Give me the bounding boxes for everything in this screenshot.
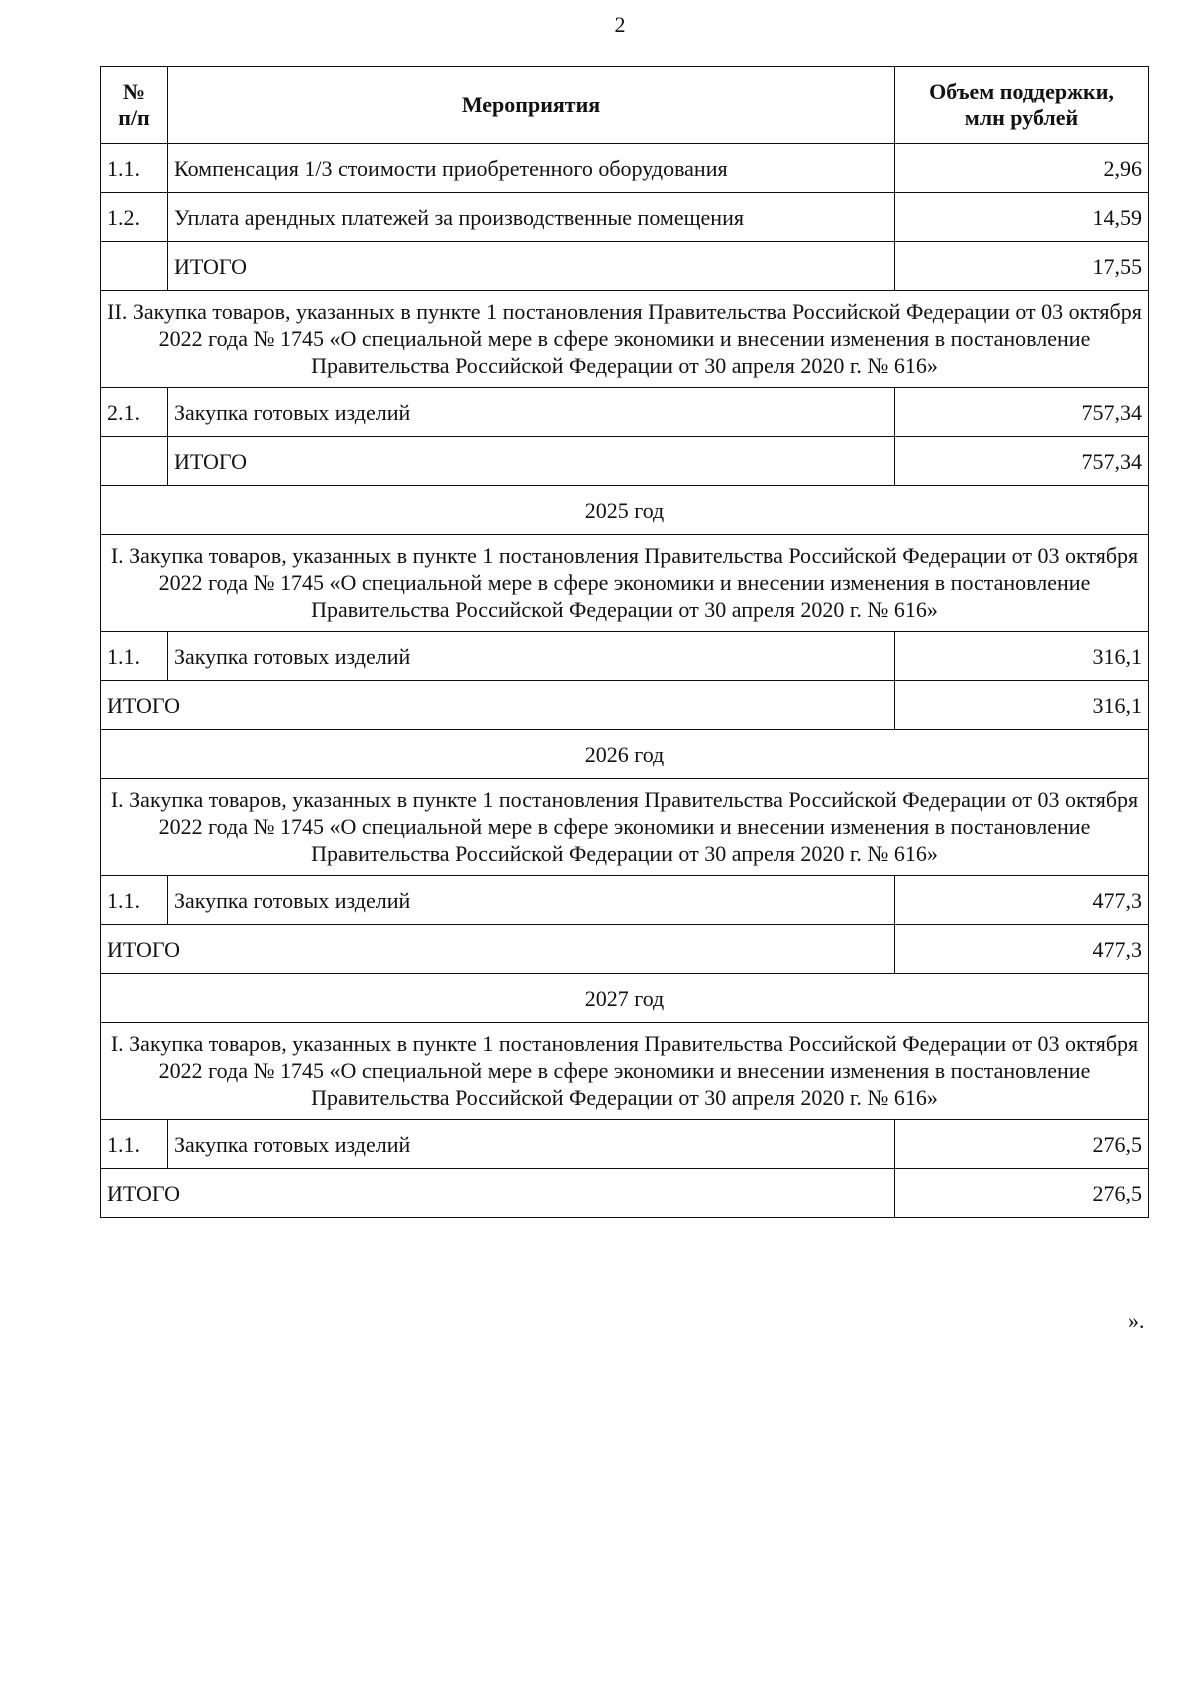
header-volume: Объем поддержки, млн рублей (895, 67, 1149, 144)
row-number: 1.1. (101, 632, 168, 681)
section-title-row (101, 1023, 1149, 1120)
section-title-row (101, 535, 1149, 632)
table-row (101, 193, 1149, 242)
total-value: 17,55 (895, 242, 1149, 291)
total-value: 477,3 (895, 925, 1149, 974)
year-label: 2027 год (101, 974, 1149, 1023)
year-row (101, 730, 1149, 779)
total-row (101, 681, 1149, 730)
row-activity: Закупка готовых изделий (168, 876, 895, 925)
total-label: ИТОГО (168, 437, 895, 486)
row-value: 477,3 (895, 876, 1149, 925)
table-row (101, 144, 1149, 193)
table-row (101, 876, 1149, 925)
row-activity: Компенсация 1/3 стоимости приобретенного оборудования (168, 144, 895, 193)
header-activity: Мероприятия (168, 67, 895, 144)
total-label: ИТОГО (101, 925, 895, 974)
row-number-empty (101, 437, 168, 486)
header-number: № п/п (101, 67, 168, 144)
closing-quote-mark: ». (1128, 1308, 1145, 1333)
row-value: 316,1 (895, 632, 1149, 681)
row-activity: Уплата арендных платежей за производственные помещения (168, 193, 895, 242)
page-number: 2 (614, 12, 626, 37)
section-title: I. Закупка товаров, указанных в пункте 1 постановления Правительства Российской Федерации от 03 октября 2022 года № 1745 «О специальной мере в сфере экономики и внесении изменения в постановление Правительства Российской Федерации от 30 апреля 2020 г. № 616» (101, 535, 1149, 632)
total-value: 316,1 (895, 681, 1149, 730)
row-value: 757,34 (895, 388, 1149, 437)
total-label: ИТОГО (101, 1169, 895, 1218)
total-row (101, 1169, 1149, 1218)
total-row (101, 925, 1149, 974)
table-header-row (101, 67, 1149, 144)
total-label: ИТОГО (168, 242, 895, 291)
row-number: 1.2. (101, 193, 168, 242)
total-value: 757,34 (895, 437, 1149, 486)
section-title: I. Закупка товаров, указанных в пункте 1 постановления Правительства Российской Федерации от 03 октября 2022 года № 1745 «О специальной мере в сфере экономики и внесении изменения в постановление Правительства Российской Федерации от 30 апреля 2020 г. № 616» (101, 779, 1149, 876)
support-table (100, 66, 1149, 1218)
row-activity: Закупка готовых изделий (168, 388, 895, 437)
year-row (101, 974, 1149, 1023)
row-value: 14,59 (895, 193, 1149, 242)
year-row (101, 486, 1149, 535)
section-title: II. Закупка товаров, указанных в пункте 1 постановления Правительства Российской Федерации от 03 октября 2022 года № 1745 «О специальной мере в сфере экономики и внесении изменения в постановление Правительства Российской Федерации от 30 апреля 2020 г. № 616» (101, 291, 1149, 388)
table-row (101, 632, 1149, 681)
total-row (101, 242, 1149, 291)
section-title: I. Закупка товаров, указанных в пункте 1 постановления Правительства Российской Федерации от 03 октября 2022 года № 1745 «О специальной мере в сфере экономики и внесении изменения в постановление Правительства Российской Федерации от 30 апреля 2020 г. № 616» (101, 1023, 1149, 1120)
total-value: 276,5 (895, 1169, 1149, 1218)
row-number-empty (101, 242, 168, 291)
row-activity: Закупка готовых изделий (168, 1120, 895, 1169)
row-number: 1.1. (101, 144, 168, 193)
row-activity: Закупка готовых изделий (168, 632, 895, 681)
year-label: 2026 год (101, 730, 1149, 779)
row-value: 276,5 (895, 1120, 1149, 1169)
total-row (101, 437, 1149, 486)
section-title-row (101, 779, 1149, 876)
table-row (101, 388, 1149, 437)
row-number: 1.1. (101, 876, 168, 925)
section-title-row (101, 291, 1149, 388)
year-label: 2025 год (101, 486, 1149, 535)
table-row (101, 1120, 1149, 1169)
row-value: 2,96 (895, 144, 1149, 193)
row-number: 1.1. (101, 1120, 168, 1169)
total-label: ИТОГО (101, 681, 895, 730)
row-number: 2.1. (101, 388, 168, 437)
